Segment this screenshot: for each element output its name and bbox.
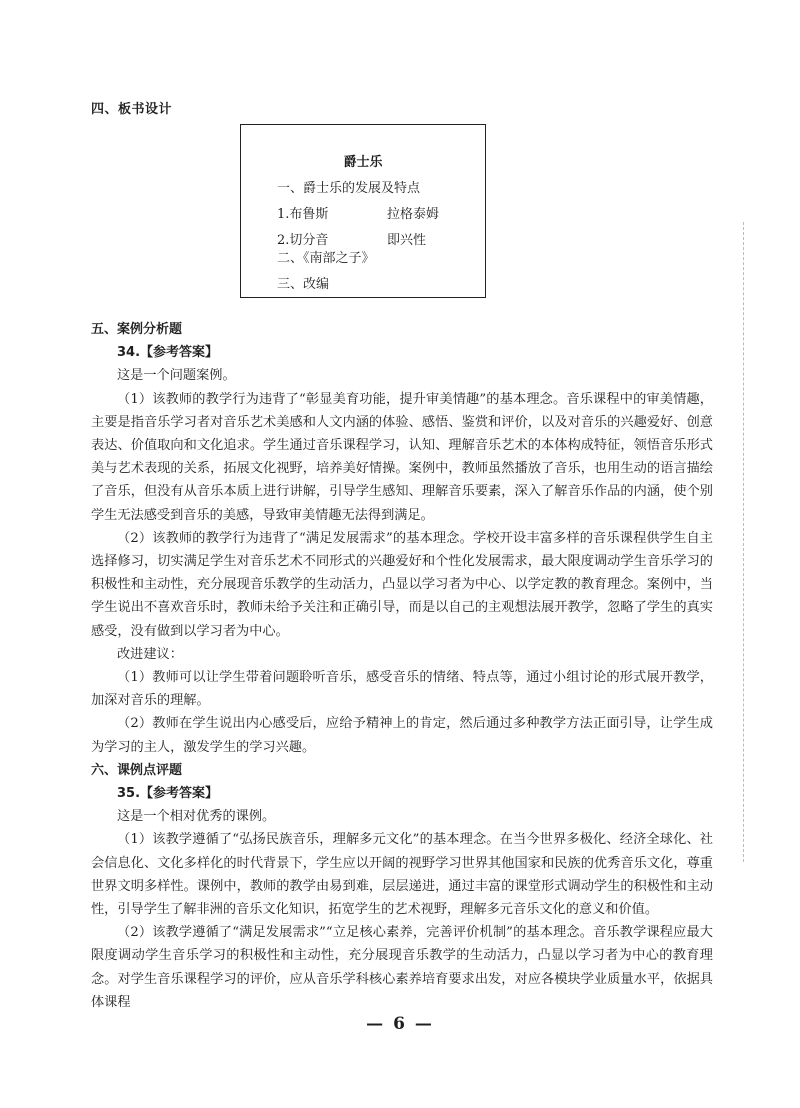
board-line-3a: 2.切分音 (277, 233, 329, 248)
answer-heading: 34.【参考答案】 (117, 345, 219, 361)
margin-rule (743, 222, 744, 862)
section-heading: 六、课例点评题 (91, 762, 183, 778)
board-title: 爵士乐 (343, 155, 383, 170)
page-number: — 6 — (366, 1014, 434, 1034)
board-line-5: 三、改编 (277, 277, 330, 292)
paragraph: （1）教师可以让学生带着问题聆听音乐，感受音乐的情绪、特点等，通过小组讨论的形式展开教学，加深对音乐的理解。 (91, 670, 713, 709)
answer-heading: 35.【参考答案】 (117, 786, 219, 802)
board-line-1: 一、爵士乐的发展及特点 (277, 181, 421, 196)
board-line-3b: 即兴性 (387, 233, 427, 248)
board-line-4: 二、《南部之子》 (277, 251, 375, 266)
section-heading: 五、案例分析题 (91, 322, 183, 337)
answer-body (91, 318, 713, 1014)
paragraph: （2）该教学遵循了“满足发展需求”“立足核心素养，完善评价机制”的基本理念。音乐教学课程应最大限度调动学生音乐学习的积极性和主动性，充分展现音乐教学的生动活力，凸显以学习者为中心的教育理念。对学生音乐课程学习的评价，应从音乐学科核心素养培育要求出发，对应各模块学业质量水平，依据具体课程 (91, 925, 713, 1010)
section-title-board-design: 四、板书设计 (91, 102, 173, 117)
paragraph: （1）该教师的教学行为违背了“彰显美育功能，提升审美情趣”的基本理念。音乐课程中的审美情趣，主要是指音乐学习者对音乐艺术美感和人文内涵的体验、感悟、鉴赏和评价，以及对音乐的兴趣爱好、创意表达、价值取向和文化追求。学生通过音乐课程学习，认知、理解音乐艺术的本体构成特征，领悟音乐形式美与艺术表现的关系，拓展文化视野，培养美好情操。案例中，教师虽然播放了音乐，也用生动的语言描绘了音乐，但没有从音乐本质上进行讲解，引导学生感知、理解音乐要素，深入了解音乐作品的内涵，使个别学生无法感受到音乐的美感，导致审美情趣无法得到满足。 (91, 391, 713, 523)
paragraph: 这是一个问题案例。 (117, 368, 236, 384)
board-line-2b: 拉格泰姆 (387, 207, 440, 222)
blackboard-design-box (240, 124, 486, 298)
board-line-2a: 1.布鲁斯 (277, 207, 329, 222)
paragraph: 这是一个相对优秀的课例。 (117, 809, 276, 825)
paragraph: 改进建议： (117, 646, 183, 662)
paragraph: （2）该教师的教学行为违背了“满足发展需求”的基本理念。学校开设丰富多样的音乐课程供学生自主选择修习，切实满足学生对音乐艺术不同形式的兴趣爱好和个性化发展需求，最大限度调动学生音乐学习的积极性和主动性，充分展现音乐教学的生动活力，凸显以学习者为中心、以学定教的教育理念。案例中，当学生说出不喜欢音乐时，教师未给予关注和正确引导，而是以自己的主观想法展开教学，忽略了学生的真实感受，没有做到以学习者为中心。 (91, 530, 713, 639)
paragraph: （2）教师在学生说出内心感受后，应给予精神上的肯定，然后通过多种教学方法正面引导，让学生成为学习的主人，激发学生的学习兴趣。 (91, 716, 713, 755)
paragraph: （1）该教学遵循了“弘扬民族音乐，理解多元文化”的基本理念。在当今世界多极化、经济全球化、社会信息化、文化多样化的时代背景下，学生应以开阔的视野学习世界其他国家和民族的优秀音乐文化，尊重世界文明多样性。课例中，教师的教学由易到难，层层递进，通过丰富的课堂形式调动学生的积极性和主动性，引导学生了解非洲的音乐文化知识，拓宽学生的艺术视野，理解多元音乐文化的意义和价值。 (91, 832, 713, 918)
